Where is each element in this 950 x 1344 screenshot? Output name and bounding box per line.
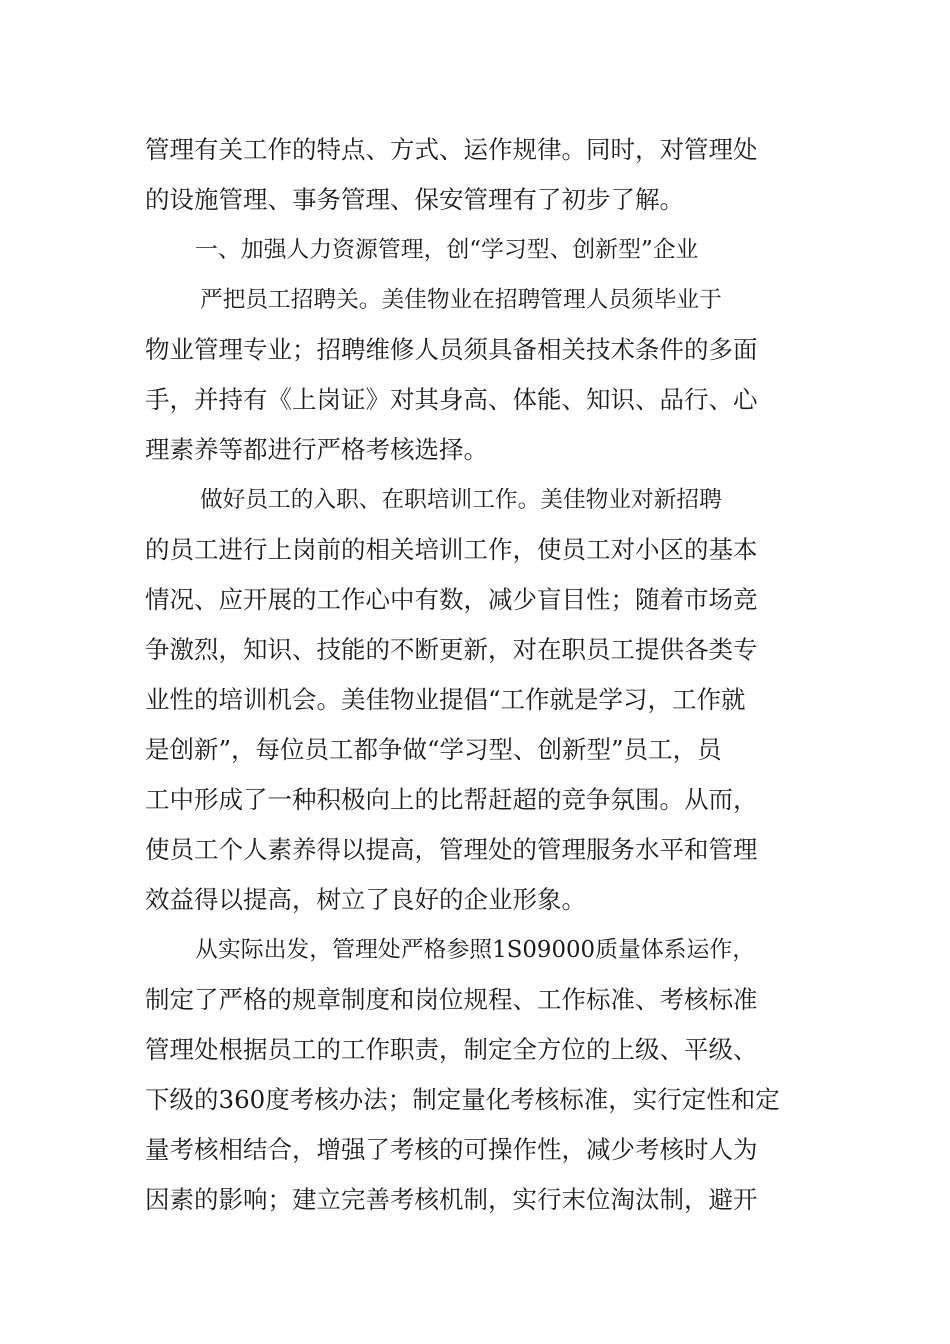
text-line-12: 业性的培训机会。美佳物业提倡“工作就是学习，工作就	[145, 685, 746, 714]
section-heading: 一、加强人力资源管理，创“学习型、创新型”企业	[195, 237, 699, 263]
text-line-2: 的设施管理、事务管理、保安管理有了初步了解。	[145, 185, 684, 214]
text-line-8: 做好员工的入职、在职培训工作。美佳物业对新招聘	[200, 487, 722, 513]
text-line-17: 从实际出发，管理处严格参照1S09000质量体系运作，	[195, 937, 756, 963]
text-line-14: 工中形成了一种积极向上的比帮赶超的竞争氛围。从而，	[145, 785, 758, 814]
text-line-7: 理素养等都进行严格考核选择。	[145, 435, 488, 464]
text-line-21: 量考核相结合，增强了考核的可操作性，减少考核时人为	[145, 1135, 758, 1164]
text-line-6: 手，并持有《上岗证》对其身高、体能、知识、品行、心	[145, 385, 758, 414]
text-line-10: 情况、应开展的工作心中有数，减少盲目性；随着市场竞	[145, 585, 758, 614]
text-line-5: 物业管理专业；招聘维修人员须具备相关技术条件的多面	[145, 335, 758, 364]
text-line-4: 严把员工招聘关。美佳物业在招聘管理人员须毕业于	[200, 287, 722, 313]
text-line-11: 争激烈，知识、技能的不断更新，对在职员工提供各类专	[145, 635, 758, 664]
text-line-22: 因素的影响；建立完善考核机制，实行末位淘汰制，避开	[145, 1185, 758, 1214]
text-line-19: 管理处根据员工的工作职责，制定全方位的上级、平级、	[145, 1035, 758, 1064]
text-line-13: 是创新”，每位员工都争做“学习型、创新型”员工，员	[145, 735, 722, 764]
text-line-9: 的员工进行上岗前的相关培训工作，使员工对小区的基本	[145, 535, 758, 564]
text-line-18: 制定了严格的规章制度和岗位规程、工作标准、考核标准	[145, 985, 758, 1014]
text-line-15: 使员工个人素养得以提高，管理处的管理服务水平和管理	[145, 835, 758, 864]
text-line-16: 效益得以提高，树立了良好的企业形象。	[145, 885, 586, 914]
text-line-1: 管理有关工作的特点、方式、运作规律。同时，对管理处	[145, 135, 758, 164]
text-line-20: 下级的360度考核办法；制定量化考核标准，实行定性和定	[145, 1085, 780, 1114]
